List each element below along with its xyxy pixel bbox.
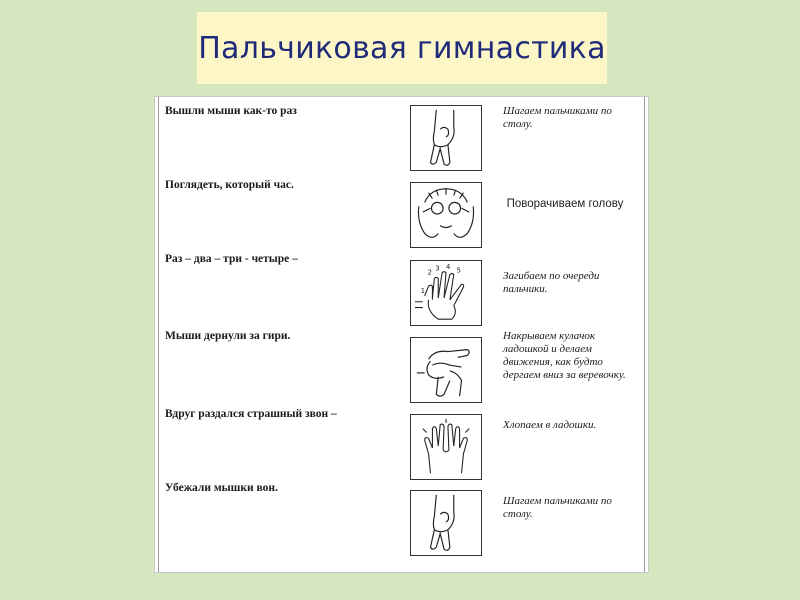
clapping-hands-drawing [411,415,481,479]
verse-line-5: Вдруг раздался страшный звон – [165,408,337,420]
instruction-2: Поворачиваем голову [506,198,624,210]
walking-fingers-drawing [411,106,481,170]
digit-1: 1 [420,287,426,295]
verse-line-4: Мыши дернули за гири. [165,330,291,342]
counting-fingers-icon [410,260,482,326]
instruction-4: Накрываем кулачок ладошкой и делаем движения, как будто дергаем вниз за веревочку. [503,330,626,381]
binoculars-hands-face-icon [410,182,482,248]
digit-3: 3 [435,264,440,273]
two-fingers-walking-icon [410,105,482,171]
clapping-hands-icon [410,414,482,480]
page-title: Пальчиковая гимнастика [198,30,606,66]
counting-hand-drawing [411,261,481,325]
instruction-5: Хлопаем в ладошки. [503,419,597,431]
sheet-border-left [158,97,159,572]
verse-line-2: Поглядеть, который час. [165,179,294,191]
instruction-1: Шагаем пальчиками по столу. [503,105,612,130]
digit-2: 2 [427,268,432,277]
title-banner [197,12,607,84]
fist-palm-drawing [411,338,481,402]
verse-line-3: Раз – два – три - четыре – [165,253,298,265]
exercise-sheet [155,97,648,572]
digit-5: 5 [456,266,461,275]
walking-fingers-drawing-2 [411,491,481,555]
sheet-border-right [644,97,645,572]
two-fingers-walking-icon [410,490,482,556]
digit-4: 4 [446,262,451,271]
instruction-6: Шагаем пальчиками по столу. [503,495,612,520]
instruction-3: Загибаем по очереди пальчики. [503,270,600,295]
verse-line-1: Вышли мыши как-то раз [165,105,297,117]
fist-covered-palm-icon [410,337,482,403]
verse-line-6: Убежали мышки вон. [165,482,278,494]
binoculars-face-drawing [411,183,481,247]
